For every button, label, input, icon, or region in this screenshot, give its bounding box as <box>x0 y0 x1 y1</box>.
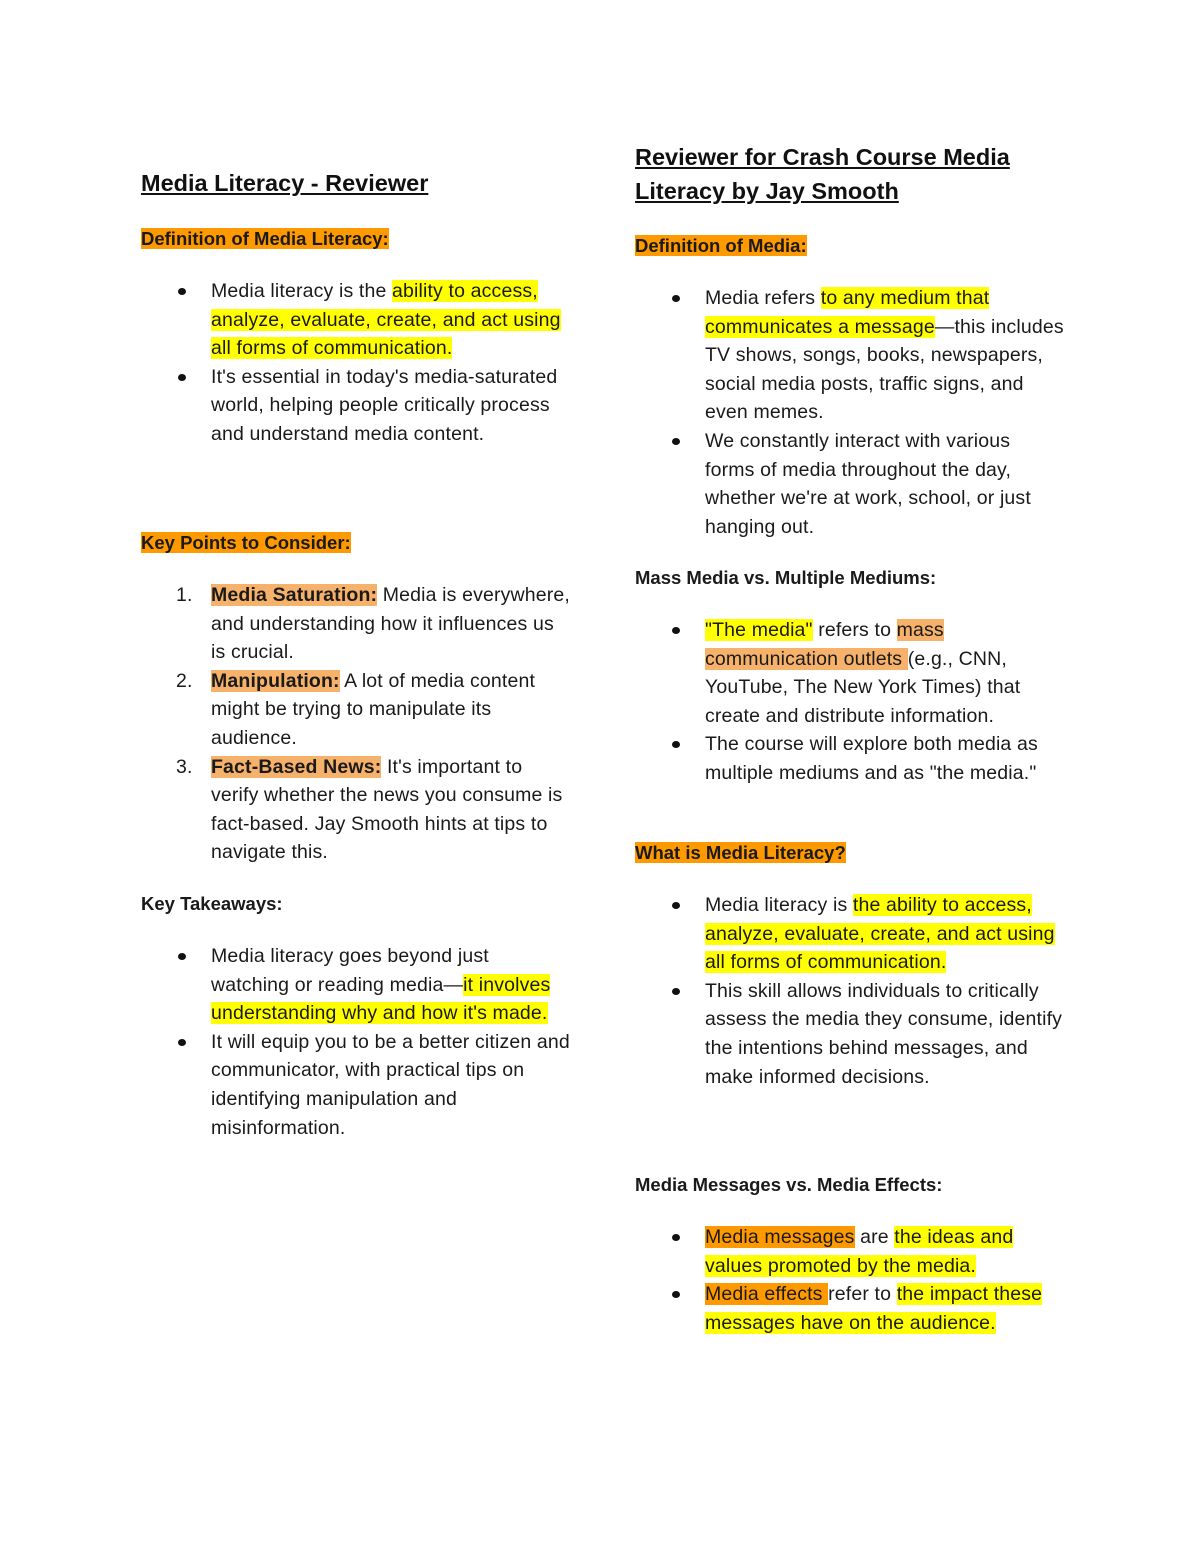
left-takeaways-list <box>141 942 581 1142</box>
list-item: Media messages are the ideas and values promoted by the media. <box>635 1223 1065 1280</box>
right-whatis-heading: What is Media Literacy? <box>635 842 846 863</box>
left-keypoints-section <box>141 529 581 867</box>
right-messages-section <box>635 1171 1075 1337</box>
left-definition-list <box>141 277 581 449</box>
list-item: 1. Media Saturation: Media is everywhere, and understanding how it influences us is crucial. <box>176 584 570 664</box>
left-title: Media Literacy - Reviewer <box>141 170 429 196</box>
left-takeaways-heading: Key Takeaways: <box>141 893 283 914</box>
right-messages-list <box>635 1223 1075 1337</box>
list-item: Media literacy is the ability to access, analyze, evaluate, create, and act using all forms of communication. <box>141 277 571 363</box>
list-item: Media literacy goes beyond just watching or reading media—it involves understanding why and how it's made. <box>141 942 571 1028</box>
right-whatis-section <box>635 839 1075 1091</box>
list-item: We constantly interact with various forms of media throughout the day, whether we're at work, school, or just hanging out. <box>635 427 1065 541</box>
left-keypoints-list <box>141 581 581 867</box>
list-item: The course will explore both media as multiple mediums and as "the media." <box>635 730 1065 787</box>
right-definition-list <box>635 284 1075 541</box>
right-title: Reviewer for Crash Course Media Literacy by Jay Smooth <box>635 144 1010 204</box>
left-definition-heading: Definition of Media Literacy: <box>141 228 389 249</box>
right-definition-heading: Definition of Media: <box>635 235 807 256</box>
left-takeaways-section <box>141 890 581 1142</box>
left-keypoints-heading: Key Points to Consider: <box>141 532 351 553</box>
list-item: Media literacy is the ability to access, analyze, evaluate, create, and act using all forms of communication. <box>635 891 1065 977</box>
list-item: 2. Manipulation: A lot of media content might be trying to manipulate its audience. <box>176 669 536 749</box>
right-mass-section <box>635 564 1075 788</box>
list-item: It's essential in today's media-saturated world, helping people critically process and understand media content. <box>141 363 571 449</box>
list-item: Media refers to any medium that communicates a message—this includes TV shows, songs, books, newspapers, social media posts, traffic signs, and even memes. <box>635 284 1065 427</box>
right-definition-section <box>635 232 1075 541</box>
left-definition-section <box>141 225 581 449</box>
right-whatis-list <box>635 891 1075 1091</box>
right-mass-heading: Mass Media vs. Multiple Mediums: <box>635 567 937 588</box>
list-item: "The media" refers to mass communication outlets (e.g., CNN, YouTube, The New York Times) that create and distribute information. <box>635 616 1065 730</box>
list-item: It will equip you to be a better citizen and communicator, with practical tips on identifying manipulation and misinformation. <box>141 1028 571 1142</box>
right-messages-heading: Media Messages vs. Media Effects: <box>635 1174 943 1195</box>
right-mass-list <box>635 616 1075 788</box>
list-item: Media effects refer to the impact these messages have on the audience. <box>635 1280 1065 1337</box>
list-item: This skill allows individuals to critically assess the media they consume, identify the intentions behind messages, and make informed decisions. <box>635 977 1065 1091</box>
list-item: 3. Fact-Based News: It's important to verify whether the news you consume is fact-based. Jay Smooth hints at tips to navigate this. <box>176 755 563 864</box>
